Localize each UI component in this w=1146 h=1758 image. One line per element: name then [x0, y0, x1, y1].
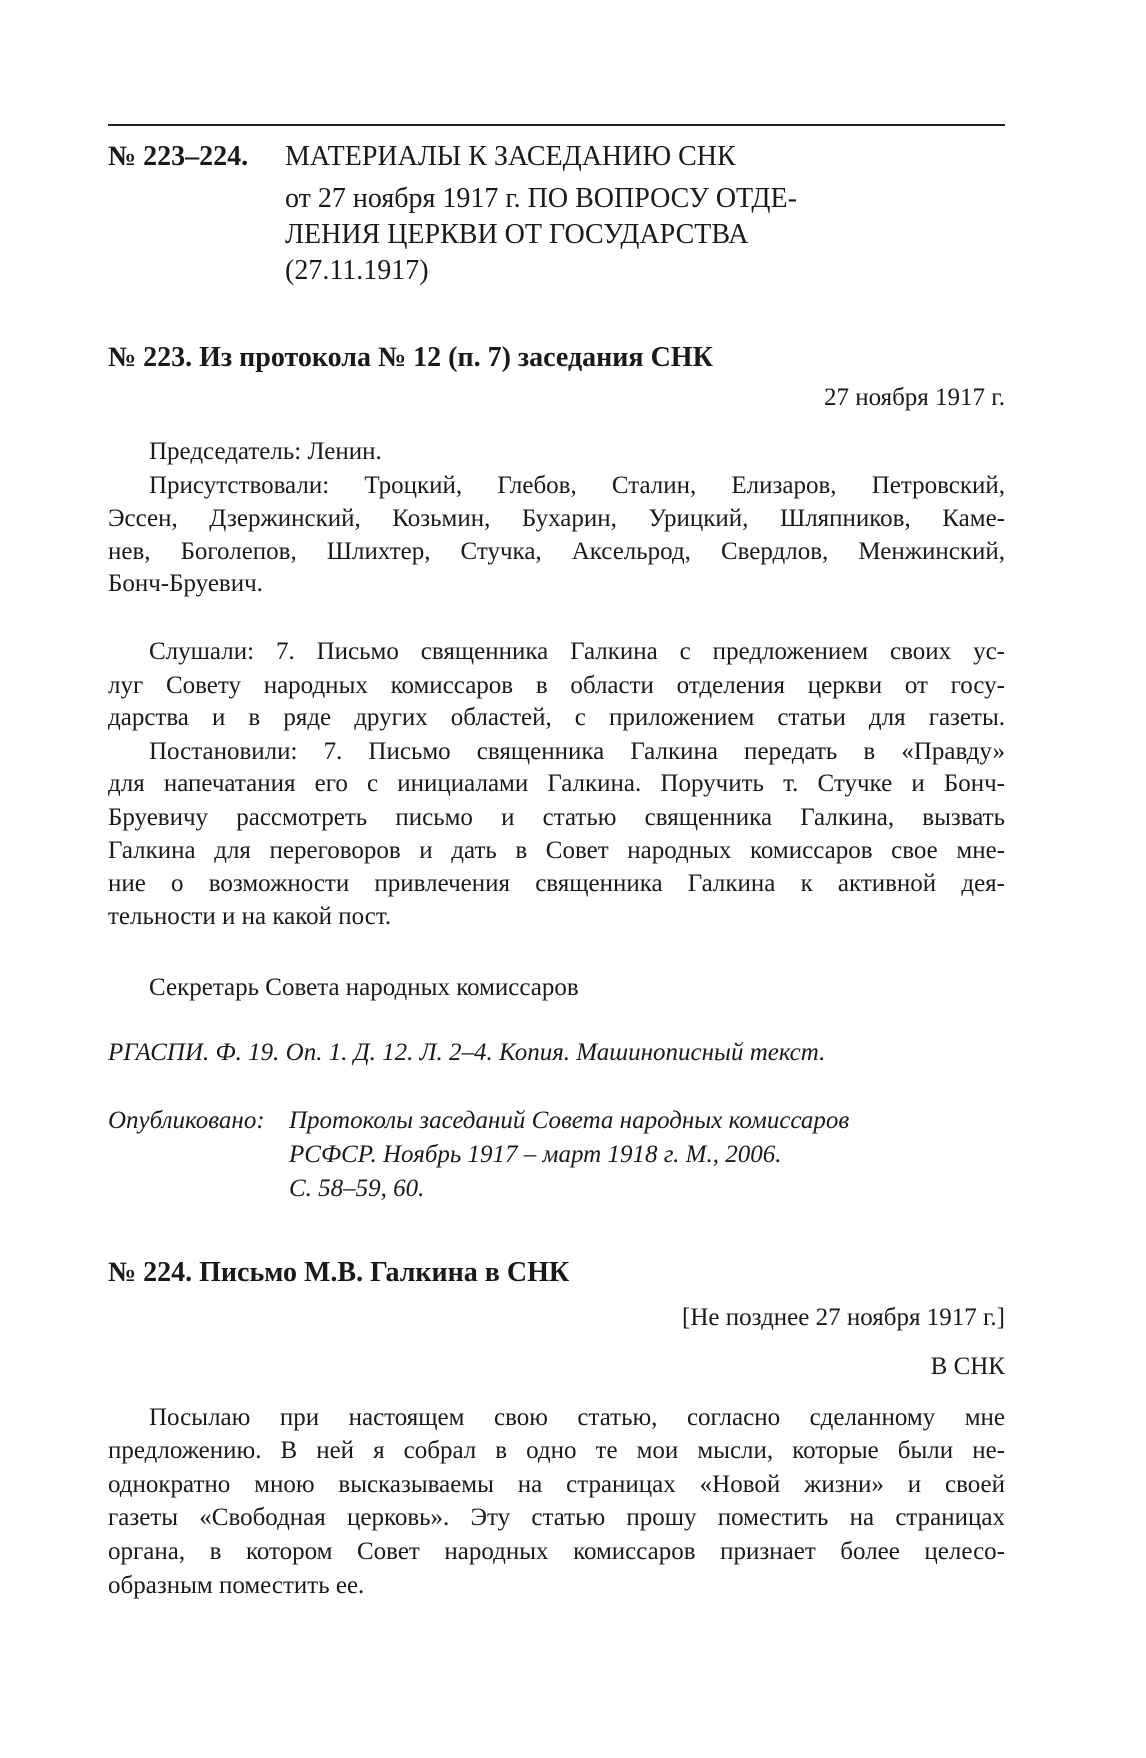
resolved-line: для напечатания его с инициалами Галкина. Поручить т. Стучке и Бонч-	[108, 770, 1005, 797]
secretary: Секретарь Совета народных комиссаров	[149, 974, 579, 1001]
heard-line: дарства и в ряде других областей, с приложением статьи для газеты.	[108, 704, 1005, 731]
top-rule	[108, 124, 1005, 126]
doc224-addressee: В СНК	[930, 1353, 1005, 1380]
published-label: Опубликовано:	[108, 1107, 265, 1134]
present-line: Эссен, Дзержинский, Козьмин, Бухарин, Урицкий, Шляпников, Каме-	[108, 505, 1005, 532]
heading-line: (27.11.1917)	[285, 255, 429, 286]
letter-line: однократно мною высказываемы на страницах «Новой жизни» и своей	[108, 1471, 1005, 1498]
resolved-line: Постановили: 7. Письмо священника Галкина передать в «Правду»	[149, 738, 1005, 765]
heading-line: ЛЕНИЯ ЦЕРКВИ ОТ ГОСУДАРСТВА	[285, 219, 749, 250]
resolved-line: тельности и на какой пост.	[108, 903, 392, 930]
doc223-date: 27 ноября 1917 г.	[823, 384, 1005, 411]
resolved-line: Галкина для переговоров и дать в Совет народных комиссаров свое мне-	[108, 837, 1005, 864]
present-line: Присутствовали: Троцкий, Глебов, Сталин, Елизаров, Петровский,	[149, 472, 1005, 499]
doc223-title: № 223. Из протокола № 12 (п. 7) заседания СНК	[108, 342, 713, 373]
letter-line: предложению. В ней я собрал в одно те мои мысли, которые были не-	[108, 1437, 1005, 1464]
heard-line: Слушали: 7. Письмо священника Галкина с предложением своих ус-	[149, 638, 1005, 665]
published-line: Протоколы заседаний Совета народных комиссаров	[289, 1107, 850, 1134]
heading-line: МАТЕРИАЛЫ К ЗАСЕДАНИЮ СНК	[285, 141, 736, 172]
published-line: С. 58–59, 60.	[289, 1175, 425, 1202]
letter-line: Посылаю при настоящем свою статью, согласно сделанному мне	[149, 1404, 1005, 1431]
resolved-line: ние о возможности привлечения священника Галкина к активной дея-	[108, 870, 1005, 897]
letter-line: газеты «Свободная церковь». Эту статью прошу поместить на страницах	[108, 1504, 1005, 1531]
chair: Председатель: Ленин.	[149, 438, 382, 465]
resolved-line: Бруевичу рассмотреть письмо и статью священника Галкина, вызвать	[108, 804, 1005, 831]
letter-line: образным поместить ее.	[108, 1572, 365, 1599]
doc224-date: [Не позднее 27 ноября 1917 г.]	[682, 1304, 1005, 1331]
letter-line: органа, в котором Совет народных комиссаров признает более целесо-	[108, 1538, 1005, 1565]
heading-line: от 27 ноября 1917 г. ПО ВОПРОСУ ОТДЕ-	[285, 183, 797, 214]
present-line: Бонч-Бруевич.	[108, 570, 263, 597]
section-number: № 223–224.	[108, 141, 249, 172]
heard-line: луг Совету народных комиссаров в области отделения церкви от госу-	[108, 672, 1005, 699]
published-line: РСФСР. Ноябрь 1917 – март 1918 г. М., 2006.	[289, 1141, 782, 1168]
doc224-title: № 224. Письмо М.В. Галкина в СНК	[108, 1257, 570, 1288]
archive-reference: РГАСПИ. Ф. 19. Оп. 1. Д. 12. Л. 2–4. Копия. Машинописный текст.	[108, 1039, 826, 1066]
present-line: нев, Боголепов, Шлихтер, Стучка, Аксельрод, Свердлов, Менжинский,	[108, 538, 1005, 565]
